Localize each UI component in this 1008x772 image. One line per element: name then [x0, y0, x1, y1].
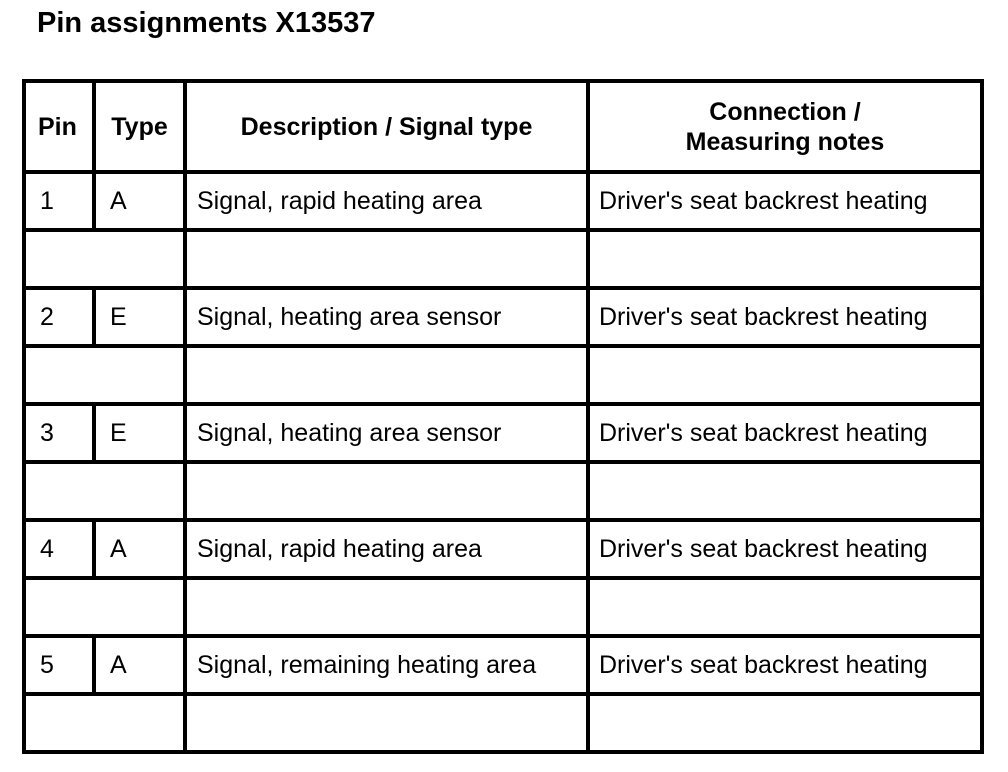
- spacer-cell: [185, 694, 588, 752]
- spacer-cell: [588, 578, 982, 636]
- header-connection-line2: Measuring notes: [685, 127, 885, 156]
- table-spacer-row: [24, 694, 982, 752]
- table-spacer-row: [24, 578, 982, 636]
- header-type: Type: [94, 81, 185, 172]
- cell-pin: 5: [24, 636, 94, 694]
- spacer-cell: [185, 462, 588, 520]
- table-row: [24, 288, 982, 346]
- cell-description: Signal, heating area sensor: [185, 404, 588, 462]
- cell-connection: Driver's seat backrest heating: [588, 288, 982, 346]
- spacer-cell: [588, 346, 982, 404]
- header-description: Description / Signal type: [185, 81, 588, 172]
- spacer-cell: [588, 462, 982, 520]
- cell-type: E: [94, 288, 185, 346]
- spacer-cell: [185, 230, 588, 288]
- table-spacer-row: [24, 346, 982, 404]
- spacer-cell: [24, 230, 185, 288]
- spacer-cell: [588, 230, 982, 288]
- table-row: [24, 172, 982, 230]
- cell-description: Signal, heating area sensor: [185, 288, 588, 346]
- cell-connection: Driver's seat backrest heating: [588, 520, 982, 578]
- cell-connection: Driver's seat backrest heating: [588, 636, 982, 694]
- spacer-cell: [24, 578, 185, 636]
- page-title: Pin assignments X13537: [37, 7, 376, 39]
- cell-pin: 3: [24, 404, 94, 462]
- cell-pin: 4: [24, 520, 94, 578]
- cell-connection: Driver's seat backrest heating: [588, 172, 982, 230]
- cell-connection: Driver's seat backrest heating: [588, 404, 982, 462]
- cell-description: Signal, remaining heating area: [185, 636, 588, 694]
- spacer-cell: [24, 462, 185, 520]
- header-connection-line1: Connection /: [709, 97, 861, 126]
- spacer-cell: [24, 694, 185, 752]
- cell-pin: 1: [24, 172, 94, 230]
- cell-type: A: [94, 636, 185, 694]
- spacer-cell: [185, 346, 588, 404]
- table-row: [24, 520, 982, 578]
- table-row: [24, 636, 982, 694]
- table-spacer-row: [24, 462, 982, 520]
- table-row: [24, 404, 982, 462]
- cell-description: Signal, rapid heating area: [185, 520, 588, 578]
- cell-type: A: [94, 520, 185, 578]
- header-connection: [588, 81, 982, 172]
- spacer-cell: [24, 346, 185, 404]
- table-header-row: [24, 81, 982, 172]
- spacer-cell: [588, 694, 982, 752]
- pin-assignment-table: [22, 79, 984, 754]
- table-spacer-row: [24, 230, 982, 288]
- cell-pin: 2: [24, 288, 94, 346]
- cell-type: E: [94, 404, 185, 462]
- cell-description: Signal, rapid heating area: [185, 172, 588, 230]
- cell-type: A: [94, 172, 185, 230]
- header-pin: Pin: [24, 81, 94, 172]
- spacer-cell: [185, 578, 588, 636]
